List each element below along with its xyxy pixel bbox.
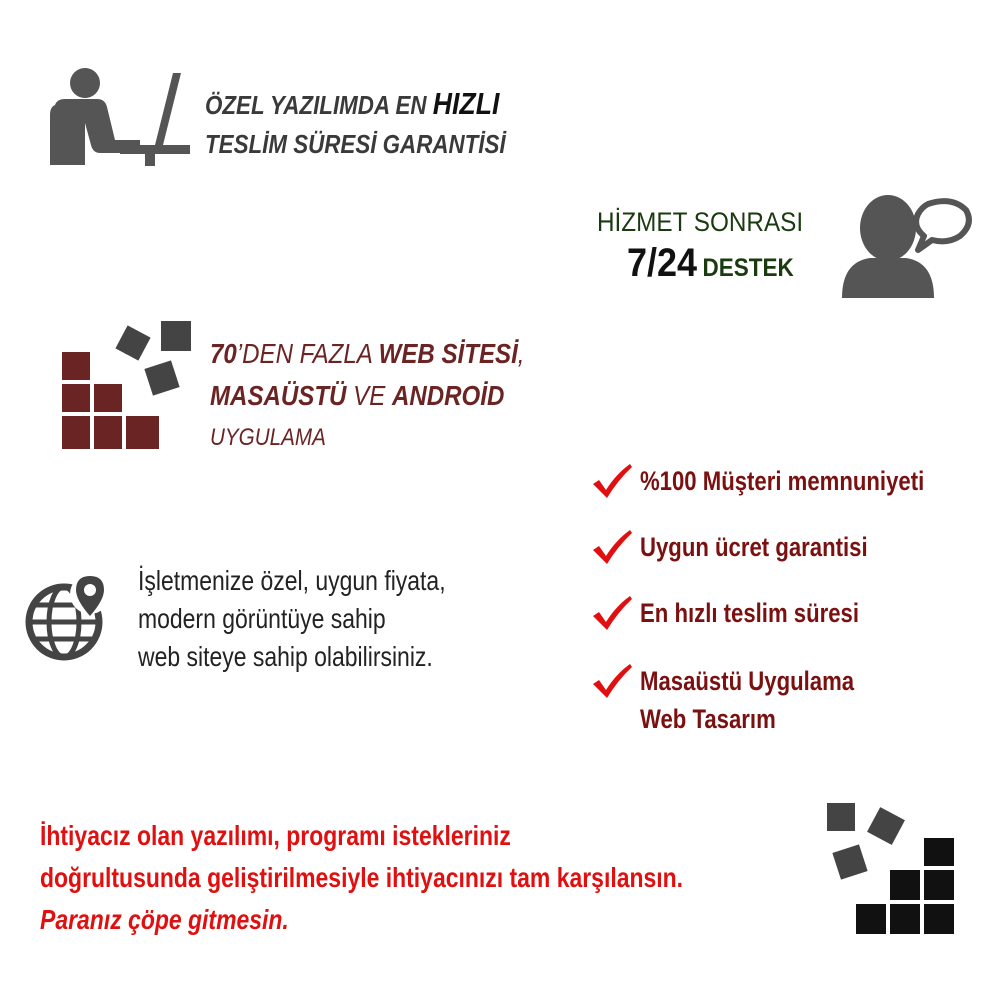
website-line3: web siteye sahip olabilirsiniz. (138, 641, 433, 672)
checklist-item-label-line2: Web Tasarım (640, 704, 776, 734)
support-person-speech-icon (840, 190, 975, 300)
footer-message (40, 815, 824, 941)
website-line1: İşletmenize özel, uygun fiyata, (138, 565, 446, 596)
checklist-item-label: En hızlı teslim süresi (640, 598, 860, 628)
checklist-item-label: %100 Müşteri memnuniyeti (640, 466, 925, 496)
person-at-computer-icon (45, 65, 195, 175)
portfolio-desktop: MASAÜSTÜ (210, 380, 347, 411)
portfolio-count: 70 (210, 338, 237, 369)
checkmark-icon (590, 462, 634, 500)
footer-line2: doğrultusunda geliştirilmesiyle ihtiyacınızı tam karşılansın. (40, 862, 684, 893)
blocks-icon (60, 318, 195, 453)
checkmark-icon (590, 594, 634, 632)
support-label: DESTEK (702, 254, 794, 282)
support-line1: HİZMET SONRASI (597, 207, 804, 237)
portfolio-count-suffix: ’DEN FAZLA (236, 338, 372, 369)
portfolio-android: ANDROİD (391, 380, 505, 411)
fast-delivery-guarantee (205, 84, 555, 164)
portfolio-web-sites: WEB SİTESİ (378, 338, 518, 369)
footer-line3: Paranız çöpe gitmesin. (40, 904, 289, 935)
blocks-icon (822, 800, 962, 940)
checkmark-icon (590, 662, 634, 700)
portfolio-comma: , (517, 338, 525, 369)
delivery-line2: TESLİM SÜRESİ GARANTİSİ (205, 129, 506, 159)
checklist-item-label: Uygun ücret garantisi (640, 532, 868, 562)
delivery-line1-prefix: ÖZEL YAZILIMDA EN (205, 90, 427, 120)
portfolio-apps: UYGULAMA (210, 424, 326, 451)
support-hours: 7/24 (627, 241, 698, 285)
checkmark-icon (590, 528, 634, 566)
globe-location-icon (22, 572, 112, 664)
portfolio-and: VE (353, 380, 386, 411)
portfolio-text (210, 333, 576, 459)
website-line2: modern görüntüye sahip (138, 603, 386, 634)
delivery-line1-emphasis: HIZLI (432, 86, 500, 121)
support-line2 (627, 241, 794, 286)
website-pitch (138, 562, 513, 676)
checklist-item-label: Masaüstü Uygulama (640, 666, 855, 696)
footer-line1: İhtiyacız olan yazılımı, programı istekleriniz (40, 820, 511, 851)
